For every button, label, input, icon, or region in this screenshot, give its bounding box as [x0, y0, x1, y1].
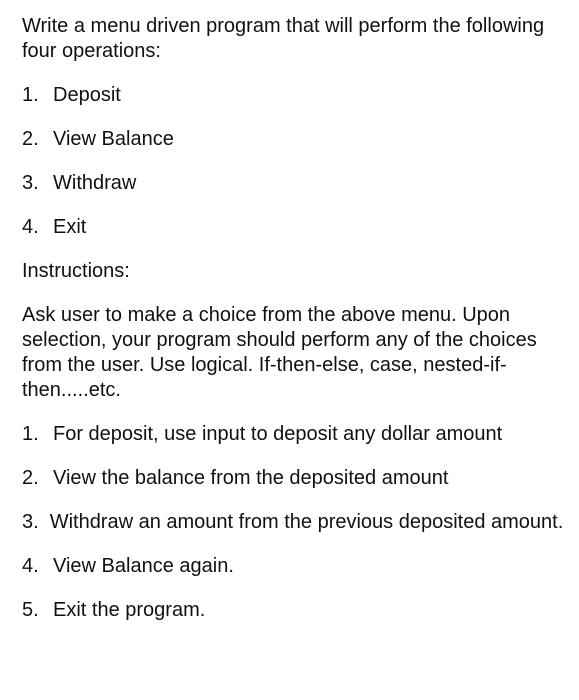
step-item — [22, 422, 567, 447]
menu-item-number: 1. — [22, 84, 39, 106]
step-text: For deposit, use input to deposit any dollar amount — [53, 423, 503, 445]
intro-paragraph: Write a menu driven program that will perform the following four operations: — [22, 15, 545, 62]
step-number: 1. — [22, 423, 39, 445]
menu-item-number: 4. — [22, 216, 39, 238]
step-number: 4. — [22, 555, 39, 577]
menu-item-text: Deposit — [53, 84, 121, 106]
menu-item-text: View Balance — [53, 128, 174, 150]
menu-item — [22, 83, 567, 108]
instructions-heading: Instructions: — [22, 260, 130, 282]
step-number: 3. — [22, 511, 39, 533]
step-number: 2. — [22, 467, 39, 489]
step-text: View Balance again. — [53, 555, 234, 577]
step-text: Withdraw an amount from the previous deposited amount. — [49, 511, 564, 533]
menu-item — [22, 215, 567, 240]
menu-item-text: Exit — [53, 216, 87, 238]
step-number: 5. — [22, 599, 39, 621]
document — [22, 14, 567, 642]
menu-item — [22, 171, 567, 196]
menu-item-number: 3. — [22, 172, 39, 194]
menu-item-text: Withdraw — [53, 172, 137, 194]
menu-item — [22, 127, 567, 152]
step-item — [22, 598, 567, 623]
step-text: Exit the program. — [53, 599, 206, 621]
step-text: View the balance from the deposited amount — [53, 467, 449, 489]
steps-list — [22, 422, 567, 623]
instructions-paragraph: Ask user to make a choice from the above menu. Upon selection, your program should perform any of the choices from the user. Use logical. If-then-else, case, nested-if-then.....etc. — [22, 304, 537, 401]
step-item — [22, 510, 567, 535]
menu-list — [22, 83, 567, 240]
step-item — [22, 466, 567, 491]
menu-item-number: 2. — [22, 128, 39, 150]
step-item — [22, 554, 567, 579]
